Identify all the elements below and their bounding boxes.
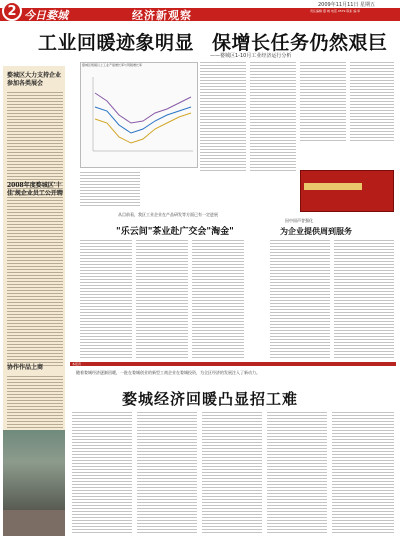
- story-right-col-2: [334, 240, 394, 360]
- section-title: 经济新观察: [132, 9, 192, 22]
- advert-block: [300, 170, 394, 212]
- sidebar-article1-title: 婺城区大力支持企业参加各类展会: [7, 72, 62, 87]
- bottom-col-4: [267, 412, 327, 535]
- story-right-title: 为企业提供周到服务: [280, 226, 352, 236]
- page-number: 2: [2, 1, 22, 21]
- bottom-headline: 婺城经济回暖凸显招工难: [122, 390, 299, 408]
- bottom-col-5: [332, 412, 394, 535]
- article-col-5: [350, 62, 394, 143]
- sidebar-article2-title: 2008年度婺城区'十佳'规企业员工公开聘: [7, 182, 63, 197]
- story-left-kicker: 从目前看，我区工业企业在产品研发等方面已有一定进展: [118, 212, 218, 217]
- sidebar-article2-body: [7, 200, 63, 368]
- sidebar-photo: [3, 430, 65, 510]
- headline-subtitle: ——婺城区1-10月工业经济运行分析: [210, 53, 292, 59]
- chart-graphic: [81, 63, 197, 167]
- sidebar-article3-title: 协作作品上商: [7, 364, 44, 371]
- sidebar-article3-body: [7, 376, 63, 430]
- article-col-2: [200, 62, 246, 173]
- bottom-section-bar: [70, 362, 396, 366]
- chart-figure: [80, 62, 198, 168]
- advert-banner: [304, 183, 362, 190]
- story-left-col-2: [136, 240, 188, 360]
- chart-caption: 婺城区规模以上工业产值增长率与利税增长率: [82, 63, 143, 67]
- article-col-3: [250, 62, 296, 173]
- issue-date: 2009年11月11日 星期五: [318, 2, 376, 8]
- article-col-4: [300, 62, 346, 143]
- sidebar-photo-lower: [3, 510, 65, 536]
- main-headline: [38, 28, 388, 55]
- bottom-col-1: [72, 412, 132, 535]
- bottom-col-2: [137, 412, 197, 535]
- story-right-col-1: [270, 240, 330, 360]
- article-col-1: [80, 172, 140, 208]
- headline-part2: 保增长任务仍然艰巨: [212, 32, 388, 54]
- story-left-title: "乐云间"茶业赴广交会"淘金": [116, 227, 234, 237]
- chart-line-2: [95, 107, 191, 133]
- bottom-section-label: 本报讯: [72, 362, 82, 366]
- bottom-col-3: [202, 412, 262, 535]
- paper-name: 今日婺城: [24, 9, 68, 22]
- bottom-lead: 随着婺城经济逐渐回暖，一批在婺城创业的新型工商企业在婺城投资，为全区经济的发展注入了新动力。: [76, 370, 260, 375]
- headline-part1: 工业回暖迹象明显: [38, 32, 195, 54]
- story-left-col-1: [80, 240, 132, 360]
- story-right-kicker: 因中国声誉强化: [285, 218, 313, 223]
- chart-line-3: [95, 113, 191, 143]
- editor-meta: 责任编辑 婺 城 电话 0579 联系 编 审: [310, 9, 361, 13]
- story-left-col-3: [192, 240, 244, 360]
